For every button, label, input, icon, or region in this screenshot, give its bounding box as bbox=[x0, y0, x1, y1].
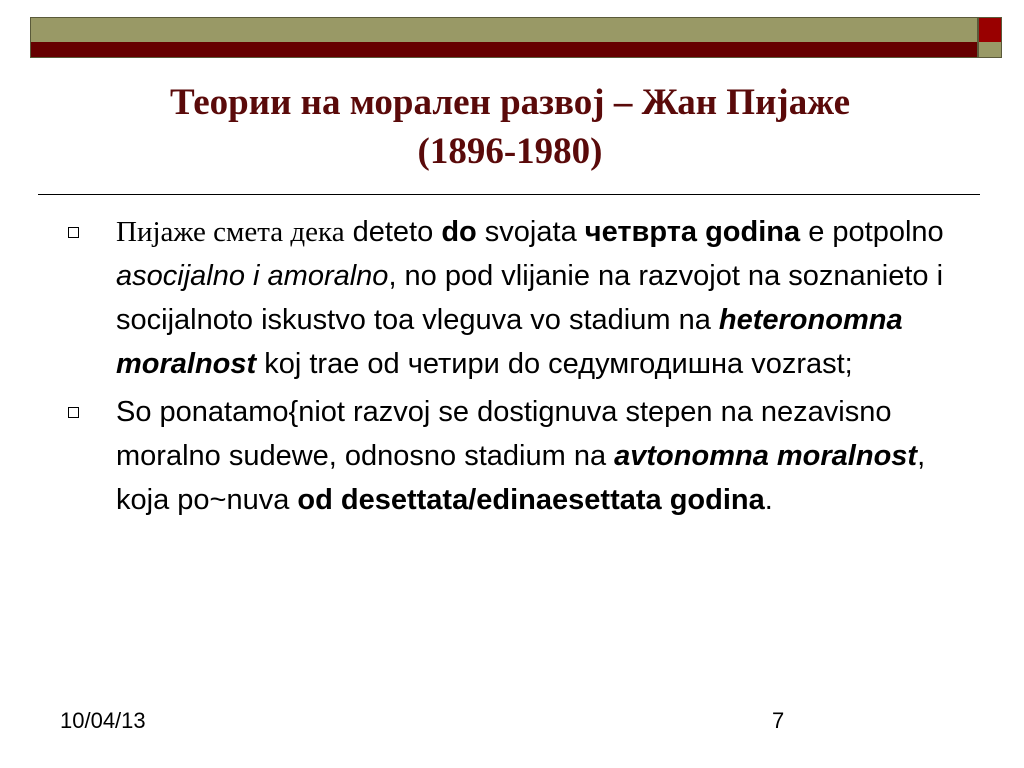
bullet-1-run-10: koj trae od четири do седумгодишна vozrast; bbox=[256, 348, 853, 380]
slide-title-line-1: Теории на морален развој – Жан Пијаже bbox=[169, 82, 850, 123]
bullet-1-run-9: heteronomna moralnost bbox=[116, 304, 903, 380]
bullet-2-run-1: So ponatamo{niot razvoj se dostignuva stepen na nezavisno moralno sudewe, odnosno stadium na bbox=[116, 396, 892, 472]
slide-title-line-2: (1896-1980) bbox=[417, 131, 603, 172]
bullet-1-run-1: Пијаже смета дека bbox=[116, 216, 345, 248]
footer-page-number: 7 bbox=[772, 708, 785, 733]
bullet-1-run-3: do bbox=[441, 216, 477, 248]
bullet-1-run-5: четврта godina bbox=[584, 216, 801, 248]
bullet-2-run-2: avtonomna moralnost bbox=[614, 440, 918, 472]
bullet-1-run-2: deteto bbox=[344, 216, 442, 248]
bullet-item-2 bbox=[66, 390, 966, 522]
bullet-1-run-4: svojata bbox=[476, 216, 585, 248]
bullet-1-run-8: , no pod vlijanie na razvojot na soznanieto i socijalnoto iskustvo toa vleguva vo stadium na bbox=[116, 260, 944, 336]
footer-date: 10/04/13 bbox=[60, 708, 146, 733]
hollow-square-bullet-icon bbox=[68, 407, 79, 418]
bullet-2-run-3: , koja po~nuva bbox=[116, 440, 926, 516]
bullet-item-1 bbox=[66, 210, 966, 386]
header-band-outline bbox=[30, 17, 978, 58]
header-corner-outline bbox=[978, 17, 1002, 58]
bullet-list bbox=[66, 210, 966, 526]
title-divider bbox=[38, 194, 980, 195]
bullet-2-run-5: . bbox=[764, 484, 773, 516]
slide-title bbox=[60, 78, 960, 176]
bullet-1-run-6: e potpolno bbox=[800, 216, 944, 248]
bullet-2-run-4: od desettata/edinaesettata godina bbox=[297, 484, 765, 516]
bullet-1-run-7: asocijalno i amoralno bbox=[116, 260, 389, 292]
hollow-square-bullet-icon bbox=[68, 227, 79, 238]
